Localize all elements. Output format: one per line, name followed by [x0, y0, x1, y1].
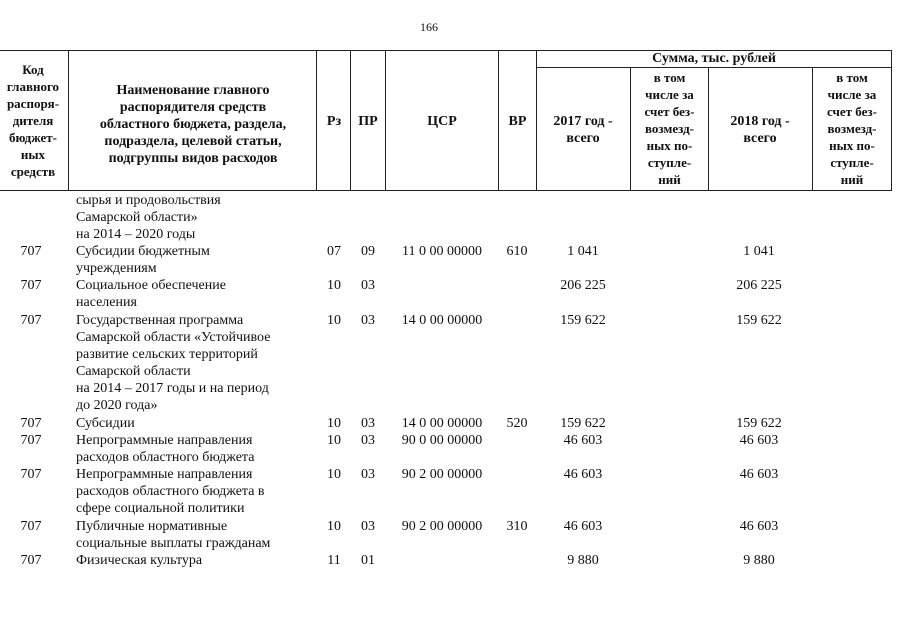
- cell-pr: 03: [361, 416, 375, 431]
- cell-rz: 10: [327, 519, 341, 534]
- cell-sum-2018: 46 603: [739, 433, 779, 448]
- table-header: [0, 50, 892, 191]
- cell-pr: 09: [361, 244, 375, 259]
- cell-sum-2017: 159 622: [560, 416, 606, 431]
- cell-sum-2017: 9 880: [567, 553, 599, 568]
- header-name: Наименование главного распорядителя средств областного бюджета, раздела, подраздела, целевой статьи, подгруппы видов расходов: [99, 83, 287, 166]
- cell-code: 707: [20, 433, 42, 448]
- cell-sum-2017: 1 041: [567, 244, 599, 259]
- header-2017-grants: в том числе за счет без- возмезд- ных по- ступле- ний: [644, 70, 695, 187]
- cell-vr: 610: [506, 244, 528, 259]
- cell-pr: 03: [361, 433, 375, 448]
- cell-name: Субсидии бюджетным учреждениям: [76, 244, 210, 276]
- cell-code: 707: [20, 313, 42, 328]
- header-sum: Сумма, тыс. рублей: [652, 51, 776, 66]
- cell-sum-2018: 9 880: [743, 553, 775, 568]
- column-divider: [68, 50, 69, 191]
- header-2018-grants: в том числе за счет без- возмезд- ных по- ступле- ний: [827, 70, 877, 187]
- cell-rz: 10: [327, 433, 341, 448]
- cell-code: 707: [20, 416, 42, 431]
- cell-pr: 03: [361, 278, 375, 293]
- header-pr: ПР: [358, 114, 378, 129]
- cell-csr: 14 0 00 00000: [401, 416, 483, 431]
- cell-rz: 07: [327, 244, 341, 259]
- cell-code: 707: [20, 553, 42, 568]
- cell-sum-2018: 46 603: [739, 467, 779, 482]
- header-2017-total: 2017 год - всего: [553, 114, 613, 146]
- cell-pr: 03: [361, 313, 375, 328]
- cell-name: Физическая культура: [76, 553, 203, 568]
- cell-name: Государственная программа Самарской области «Устойчивое развитие сельских территорий Самарской области на 2014 – 2017 годы и на период до 2020 года»: [76, 313, 271, 413]
- cell-sum-2018: 46 603: [739, 519, 779, 534]
- cell-vr: 310: [506, 519, 528, 534]
- cell-name: Субсидии: [76, 416, 135, 431]
- header-vr: ВР: [508, 114, 527, 129]
- cell-rz: 10: [327, 467, 341, 482]
- header-rz: Рз: [326, 114, 342, 129]
- cell-code: 707: [20, 519, 42, 534]
- cell-vr: 520: [506, 416, 528, 431]
- column-divider: [316, 50, 317, 191]
- page-number: 166: [420, 20, 438, 34]
- cell-csr: 14 0 00 00000: [401, 313, 483, 328]
- cell-sum-2017: 46 603: [563, 519, 603, 534]
- cell-rz: 10: [327, 278, 341, 293]
- cell-sum-2018: 159 622: [736, 416, 782, 431]
- cell-rz: 10: [327, 313, 341, 328]
- cell-rz: 10: [327, 416, 341, 431]
- cell-code: 707: [20, 244, 42, 259]
- header-2018-total: 2018 год - всего: [730, 114, 790, 146]
- cell-sum-2017: 46 603: [563, 433, 603, 448]
- cell-name: Непрограммные направления расходов областного бюджета в сфере социальной политики: [76, 467, 265, 516]
- cell-sum-2017: 206 225: [560, 278, 606, 293]
- header-csr: ЦСР: [427, 114, 457, 129]
- cell-code: 707: [20, 467, 42, 482]
- header-bottom-rule: [0, 190, 892, 191]
- header-code: Код главного распоря- дителя бюджет- ных средств: [6, 62, 60, 179]
- cell-name: Непрограммные направления расходов областного бюджета: [76, 433, 255, 465]
- cell-name: сырья и продовольствия Самарской области» на 2014 – 2020 годы: [76, 193, 221, 242]
- cell-sum-2018: 1 041: [743, 244, 775, 259]
- cell-pr: 01: [361, 553, 375, 568]
- cell-sum-2018: 159 622: [736, 313, 782, 328]
- cell-code: 707: [20, 278, 42, 293]
- cell-csr: 90 2 00 00000: [401, 467, 483, 482]
- cell-sum-2017: 159 622: [560, 313, 606, 328]
- sum-subheader-rule: [537, 67, 892, 68]
- cell-name: Публичные нормативные социальные выплаты гражданам: [76, 519, 271, 551]
- column-divider: [385, 50, 386, 191]
- cell-pr: 03: [361, 519, 375, 534]
- cell-pr: 03: [361, 467, 375, 482]
- column-divider: [350, 50, 351, 191]
- cell-sum-2018: 206 225: [736, 278, 782, 293]
- cell-csr: 11 0 00 00000: [402, 244, 482, 259]
- cell-csr: 90 0 00 00000: [401, 433, 483, 448]
- cell-csr: 90 2 00 00000: [401, 519, 483, 534]
- column-divider: [891, 50, 892, 191]
- cell-sum-2017: 46 603: [563, 467, 603, 482]
- cell-rz: 11: [327, 553, 341, 568]
- cell-name: Социальное обеспечение населения: [76, 278, 226, 310]
